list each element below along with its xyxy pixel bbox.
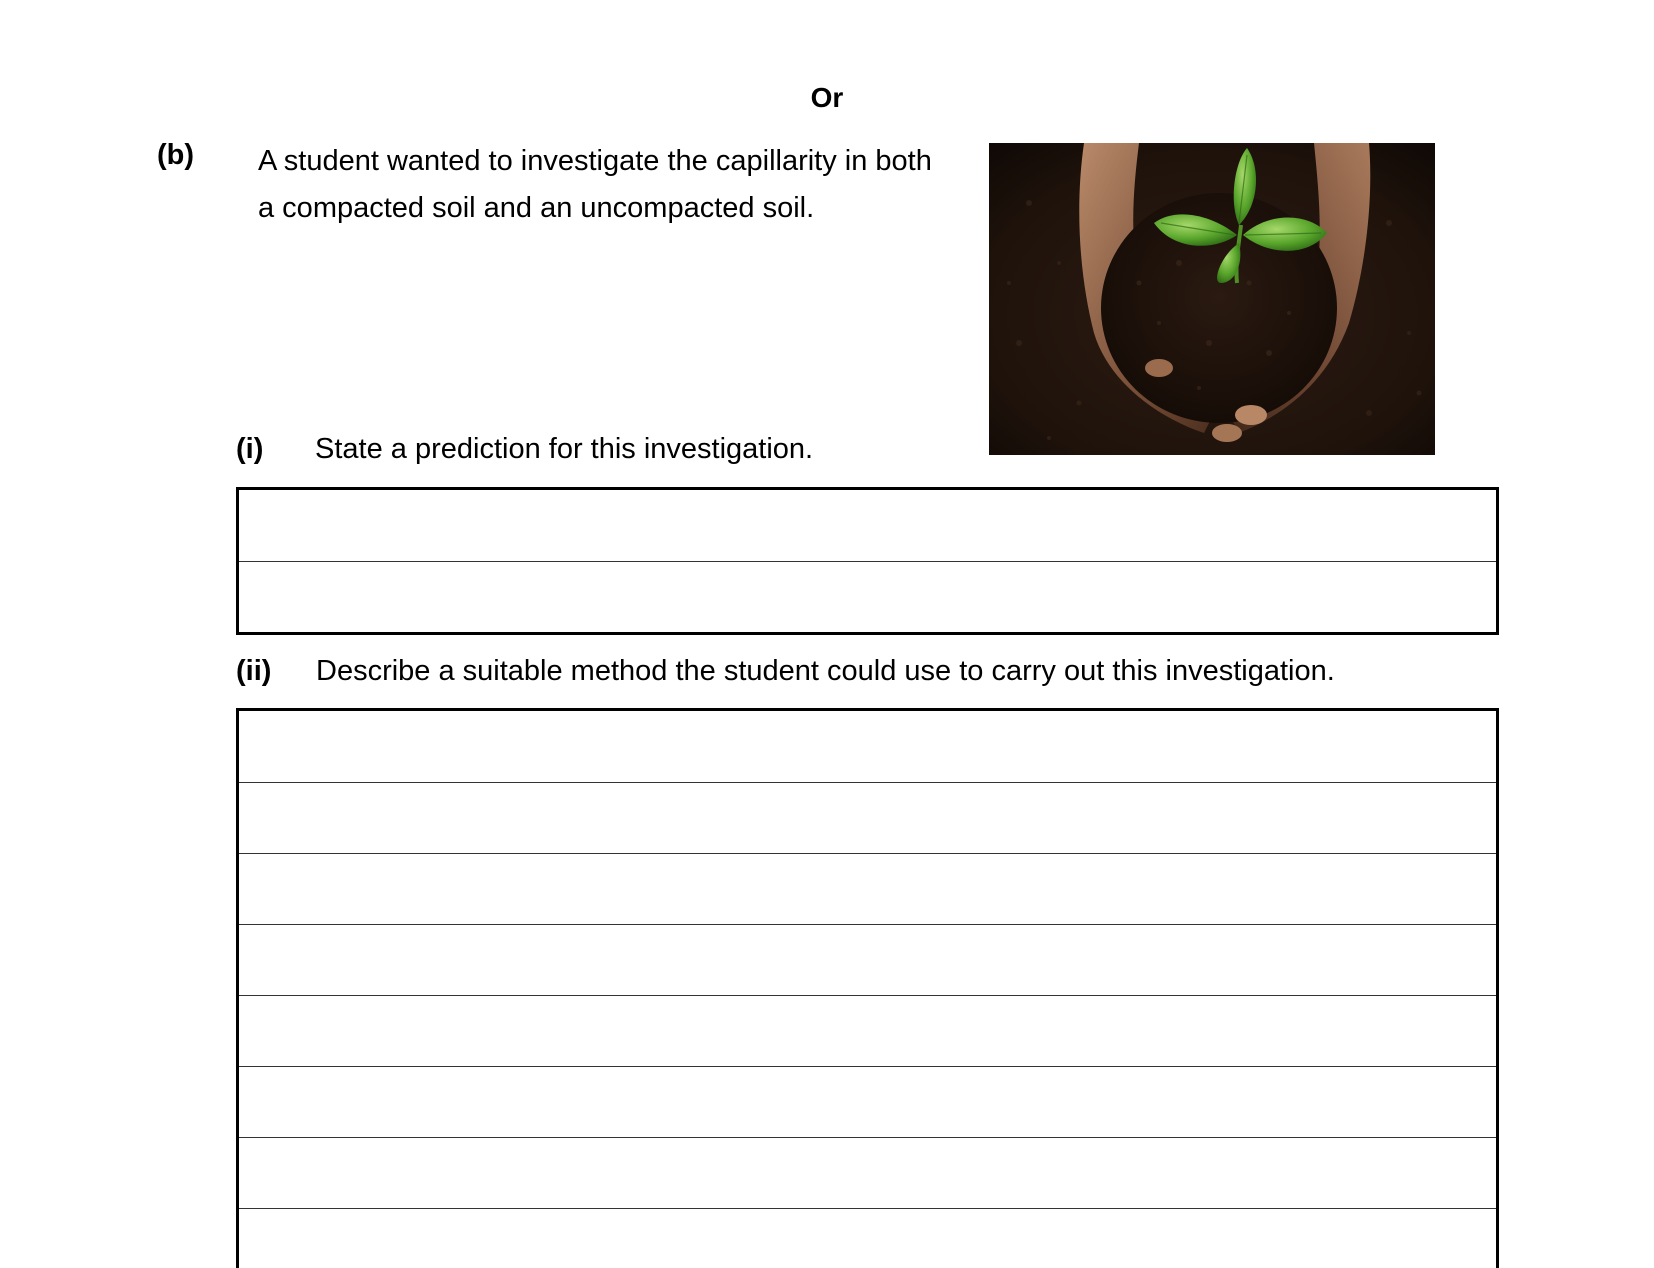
part-i-text: State a prediction for this investigation. [315,433,814,465]
answer-line[interactable] [239,711,1496,782]
part-ii-answer-box[interactable] [236,708,1499,1268]
answer-line[interactable] [239,1208,1496,1268]
or-heading: Or [810,82,844,113]
answer-line[interactable] [239,561,1496,632]
answer-line[interactable] [239,782,1496,853]
part-i-answer-box[interactable] [236,487,1499,635]
part-ii-label: (ii) [236,655,272,687]
soil-seedling-image [989,143,1435,455]
answer-line[interactable] [239,1066,1496,1137]
answer-line[interactable] [239,1137,1496,1208]
answer-line[interactable] [239,490,1496,561]
question-b-stem: A student wanted to investigate the capillarity in both a compacted soil and an uncompacted soil. [258,145,932,224]
answer-line[interactable] [239,853,1496,924]
part-i-label: (i) [236,433,264,465]
question-b-label: (b) [157,139,195,171]
answer-line[interactable] [239,995,1496,1066]
part-ii-text: Describe a suitable method the student could use to carry out this investigation. [316,655,1335,687]
answer-line[interactable] [239,924,1496,995]
soil-seedling-photo [989,143,1435,455]
